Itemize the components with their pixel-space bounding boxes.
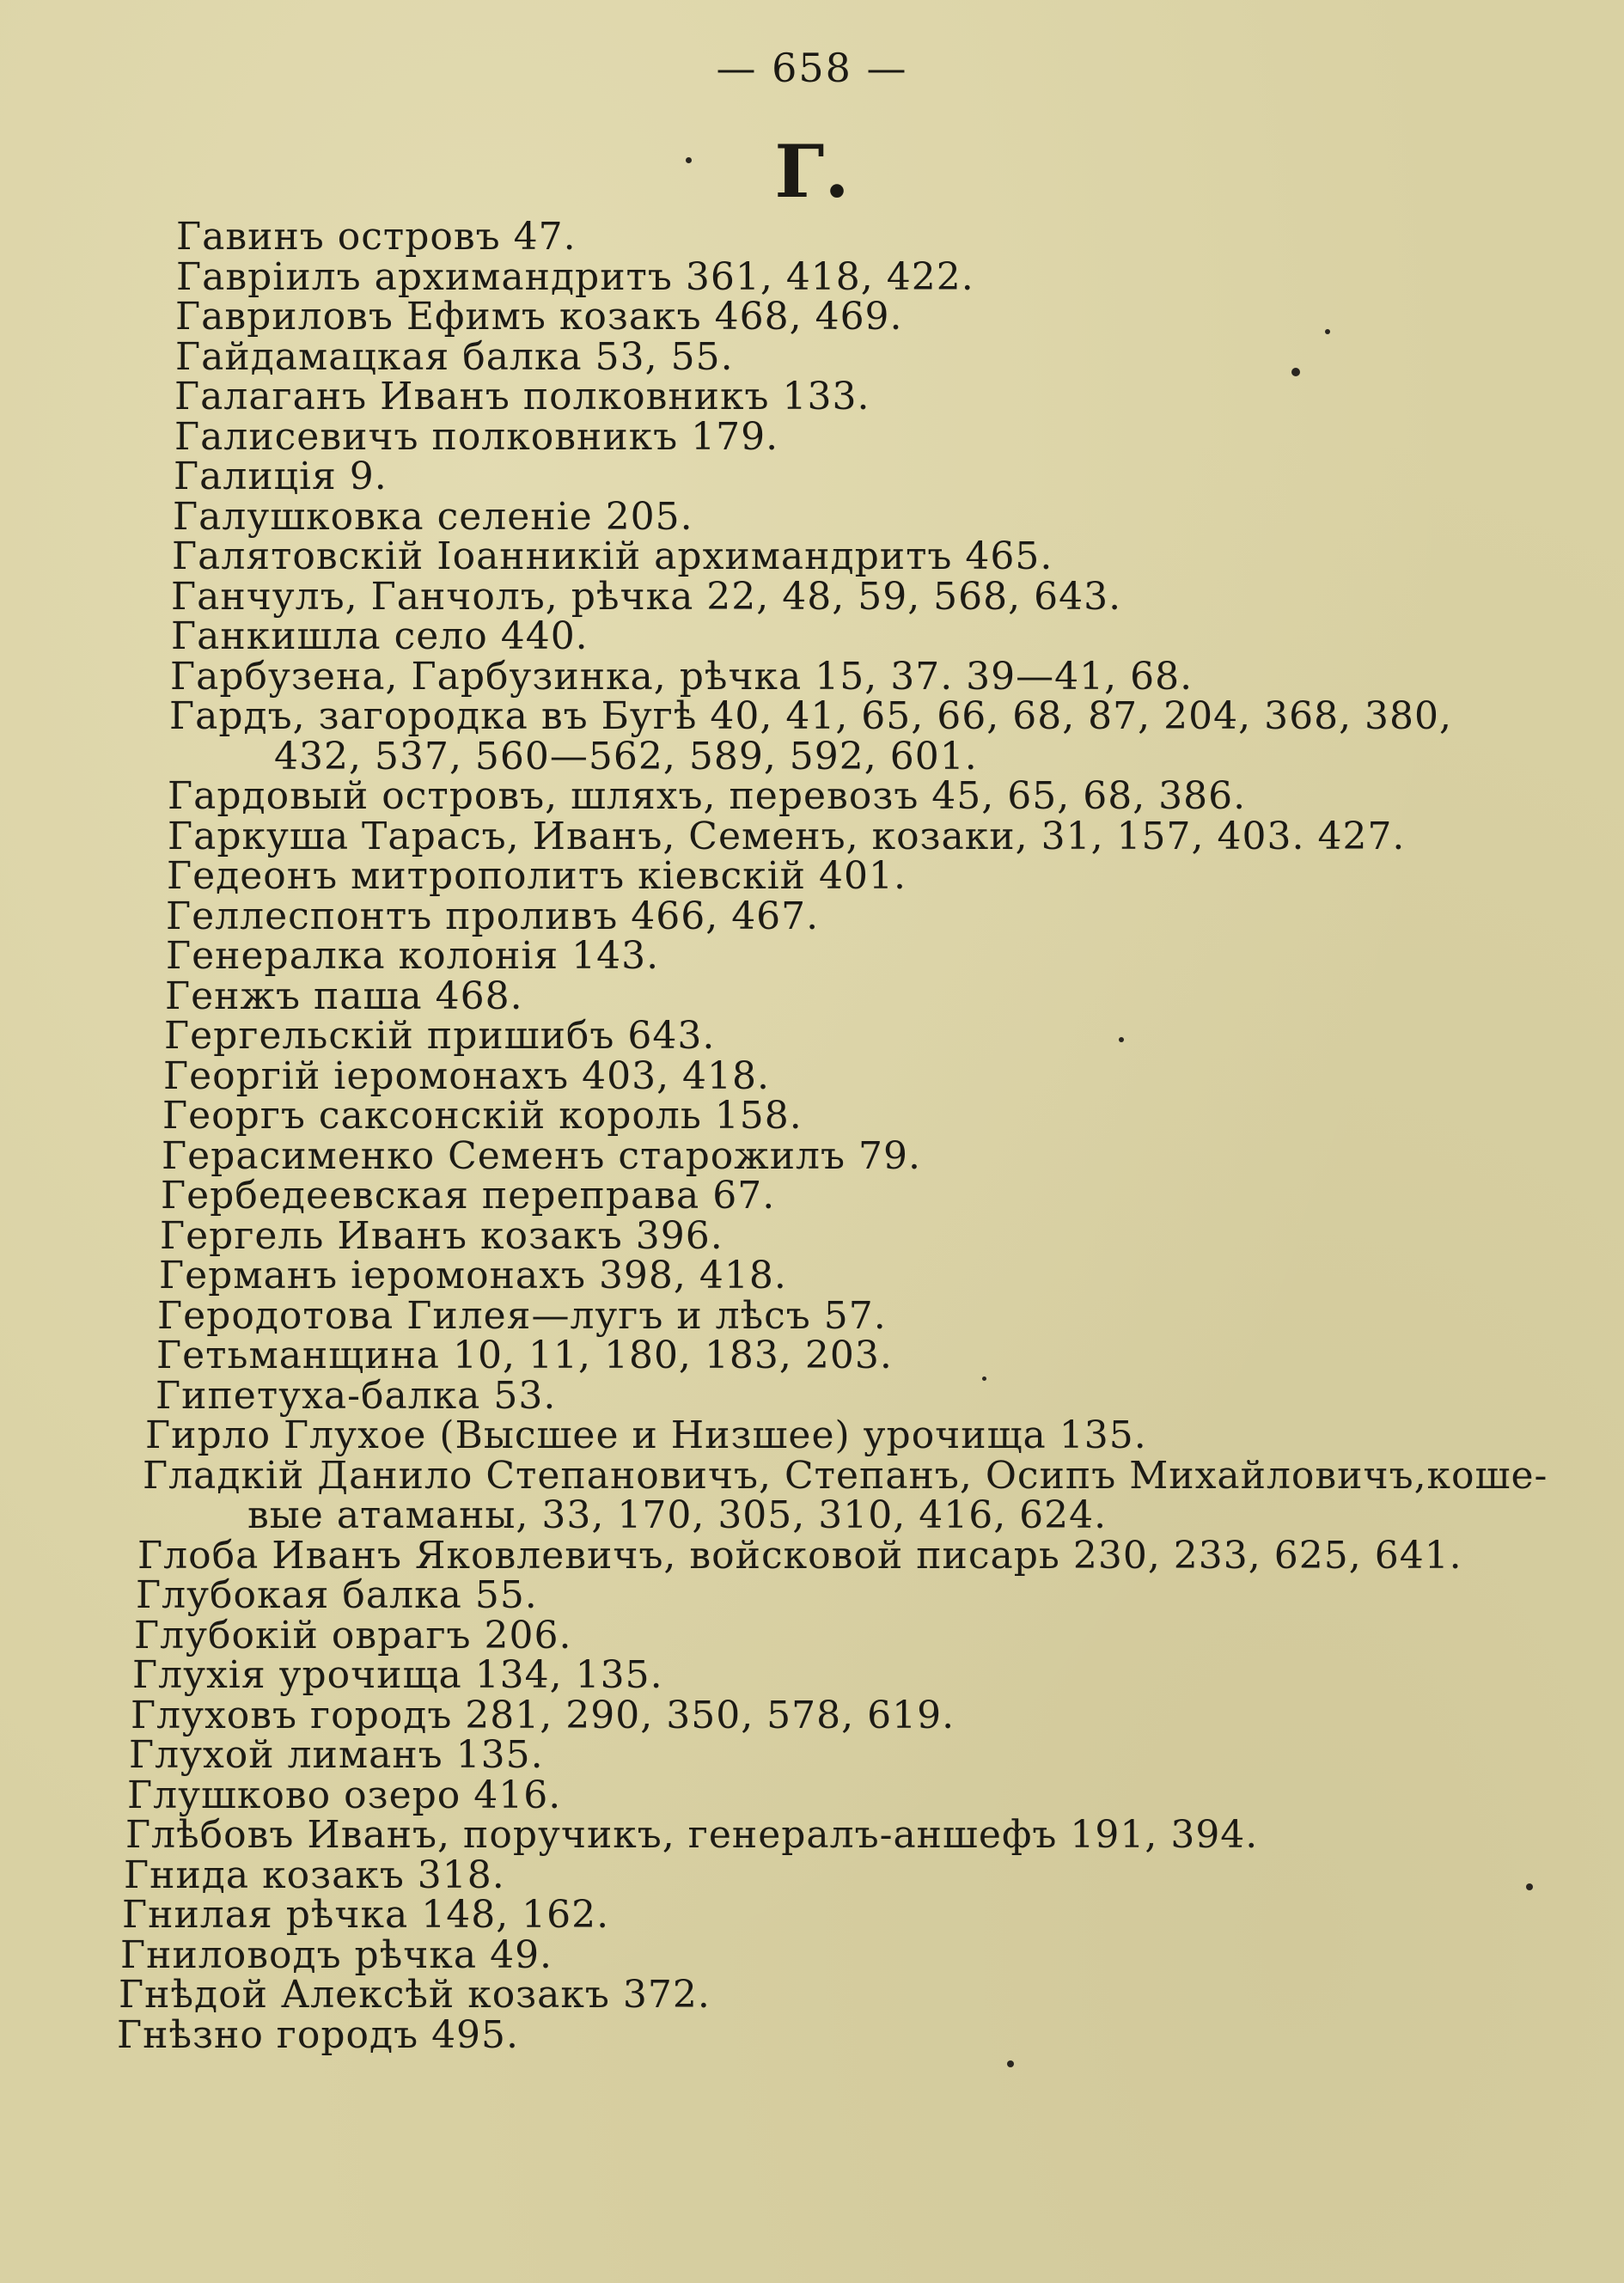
entry-text: Гетьманщина 10, 11, 180, 183, 203.: [156, 1334, 893, 1377]
entry-text: Генжъ паша 468.: [165, 974, 523, 1018]
index-entry: [0, 694, 1624, 778]
entry-text: Ганчулъ, Ганчолъ, рѣчка 22, 48, 59, 568, 643.: [171, 574, 1122, 619]
entry-text: Галушковка селеніе 205.: [173, 494, 693, 539]
entry-text: Гирло Глухое (Высшее и Низшее) урочища 135.: [145, 1413, 1147, 1457]
entry-text: Ганкишла село 440.: [171, 614, 589, 658]
ink-speck: [982, 1377, 986, 1381]
index-entry: [0, 854, 1624, 898]
entry-text: Глушково озеро 416.: [127, 1773, 562, 1817]
entry-text: Гнѣдой Алексѣй козакъ 372.: [119, 1973, 711, 2017]
index-entry: [0, 457, 1624, 497]
entry-text: Глубокій оврагъ 206.: [134, 1613, 572, 1657]
index-entry: [0, 1613, 1624, 1657]
index-entry: [0, 254, 1624, 299]
index-entry: [0, 1256, 1624, 1297]
page-number: — 658 —: [716, 45, 908, 91]
index-entry: [0, 1336, 1624, 1377]
index-entry: [0, 334, 1624, 379]
index-entry: [0, 1733, 1624, 1777]
entry-text: Галисевичъ полковникъ 179.: [174, 414, 779, 459]
index-entry: [0, 2012, 1624, 2057]
index-entry: [0, 1653, 1624, 1697]
section-letter: Г.: [774, 129, 850, 214]
index-entry: [0, 614, 1624, 658]
index-entry: [0, 974, 1624, 1018]
entry-text: Гербедеевская переправа 67.: [161, 1174, 776, 1218]
entry-text: Галятовскій Іоанникій архимандритъ 465.: [172, 534, 1053, 578]
ink-speck: [1526, 1883, 1533, 1890]
index-entry: [0, 534, 1624, 578]
index-entry: [0, 1016, 1624, 1057]
index-entry: [0, 1373, 1624, 1418]
entry-text: Гнѣзно городъ 495.: [117, 2012, 520, 2057]
entry-text: Гипетуха-балка 53.: [156, 1373, 557, 1418]
index-entry: [0, 1293, 1624, 1338]
entry-continuation: 432, 537, 560—562, 589, 592, 601.: [274, 734, 978, 778]
index-entry: [0, 1895, 1624, 1936]
entry-text: Генералка колонія 143.: [166, 934, 660, 978]
entry-text: Гниловодъ рѣчка 49.: [120, 1932, 553, 1977]
index-entry: [0, 1773, 1624, 1817]
index-entry: [0, 414, 1624, 459]
entry-text: Гедеонъ митрополитъ кіевскій 401.: [167, 854, 907, 898]
entry-continuation: вые атаманы, 33, 170, 305, 310, 416, 624.: [247, 1493, 1108, 1537]
index-entry: [0, 1413, 1624, 1457]
entry-text: Георгій іеромонахъ 403, 418.: [163, 1053, 771, 1098]
ink-speck: [1291, 368, 1300, 376]
ink-speck: [1119, 1037, 1124, 1042]
entry-text: Глѣбовъ Иванъ, поручикъ, генералъ-аншефъ 191, 394.: [125, 1813, 1259, 1857]
entry-text: Гладкій Данило Степановичъ, Степанъ, Осипъ Михайловичъ,коше-: [143, 1453, 1548, 1498]
index-entry: [0, 774, 1624, 818]
entry-text: Геродотова Гилея—лугъ и лѣсъ 57.: [157, 1293, 887, 1338]
entry-text: Глубокая балка 55.: [136, 1573, 538, 1617]
index-entry: [0, 217, 1624, 258]
index-entry: [0, 1932, 1624, 1977]
index-entry: [0, 894, 1624, 938]
index-entry: [0, 934, 1624, 978]
entry-text: Георгъ саксонскій король 158.: [162, 1094, 803, 1138]
index-entry: [0, 1975, 1624, 2016]
entry-text: Геллеспонтъ проливъ 466, 467.: [166, 894, 820, 938]
entry-text: Гергельскій пришибъ 643.: [164, 1014, 716, 1058]
index-entry: [0, 1213, 1624, 1258]
entry-text: Галаганъ Иванъ полковникъ 133.: [174, 375, 870, 418]
index-entry: [0, 574, 1624, 619]
entry-text: Глоба Иванъ Яковлевичъ, войсковой писарь 230, 233, 625, 641.: [137, 1533, 1462, 1578]
entry-text: Гавинъ островъ 47.: [176, 215, 577, 259]
index-entry: [0, 654, 1624, 699]
entry-text: Гаркуша Тарасъ, Иванъ, Семенъ, козаки, 31, 157, 403. 427.: [168, 814, 1406, 858]
entry-text: Гнида козакъ 318.: [124, 1853, 505, 1897]
entry-text: Гавріилъ архимандритъ 361, 418, 422.: [176, 254, 974, 299]
entry-text: Глухія урочища 134, 135.: [132, 1653, 663, 1697]
index-entry: [0, 1573, 1624, 1617]
index-entry: [0, 494, 1624, 539]
index-entry: [0, 1533, 1624, 1578]
entry-text: Глухой лиманъ 135.: [129, 1733, 544, 1777]
ink-speck: [1007, 2060, 1014, 2067]
entry-text: Гавриловъ Ефимъ козакъ 468, 469.: [175, 295, 903, 339]
index-entry: [0, 1133, 1624, 1178]
ink-speck: [686, 157, 692, 163]
index-entry: [0, 1053, 1624, 1098]
index-entry: [0, 1853, 1624, 1897]
entry-text: Гардовый островъ, шляхъ, перевозъ 45, 65, 68, 386.: [168, 774, 1247, 818]
entry-text: Гайдамацкая балка 53, 55.: [175, 334, 734, 379]
entry-text: Германъ іеромонахъ 398, 418.: [159, 1254, 787, 1297]
index-entry: [0, 377, 1624, 418]
entry-text: Галиція 9.: [174, 455, 388, 498]
index-entries: [0, 217, 1624, 2055]
entry-text: Герасименко Семенъ старожилъ 79.: [162, 1133, 921, 1178]
index-entry: [0, 1176, 1624, 1217]
entry-text: Гнилая рѣчка 148, 162.: [122, 1893, 610, 1937]
index-entry: [0, 814, 1624, 858]
entry-text: Гарбузена, Гарбузинка, рѣчка 15, 37. 39—41, 68.: [170, 654, 1194, 699]
index-entry: [0, 1096, 1624, 1137]
ink-speck: [1325, 329, 1330, 334]
entry-text: Гергель Иванъ козакъ 396.: [160, 1213, 723, 1258]
index-entry: [0, 1813, 1624, 1857]
index-entry: [0, 1693, 1624, 1737]
index-entry: [0, 1453, 1624, 1537]
entry-text: Гардъ, загородка въ Бугѣ 40, 41, 65, 66, 68, 87, 204, 368, 380,: [169, 694, 1453, 738]
index-entry: [0, 297, 1624, 338]
entry-text: Глуховъ городъ 281, 290, 350, 578, 619.: [131, 1693, 955, 1737]
